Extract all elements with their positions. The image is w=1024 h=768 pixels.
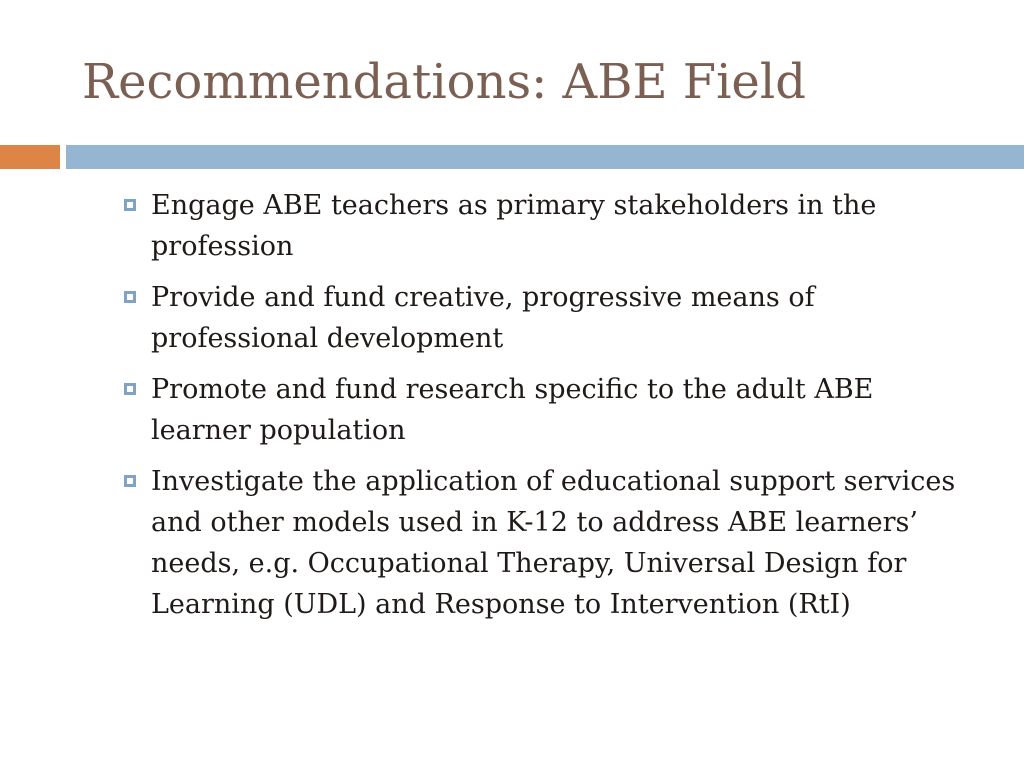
square-bullet-icon <box>124 475 136 487</box>
bullet-text: Engage ABE teachers as primary stakeholders in the profession <box>151 190 877 262</box>
bullet-text: Promote and fund research specific to the adult ABE learner population <box>151 374 874 446</box>
title-rule-bar <box>66 145 1024 169</box>
bullet-text: Investigate the application of educational support services and other models used in K-12 to address ABE learners’ needs, e.g. Occupational Therapy, Universal Design for Learning (UDL) and Response to Intervention (RtI) <box>151 466 956 620</box>
square-bullet-icon <box>124 383 136 395</box>
accent-bar <box>0 145 60 169</box>
bullet-item <box>124 277 964 359</box>
square-bullet-icon <box>124 199 136 211</box>
bullet-text: Provide and fund creative, progressive means of professional development <box>151 282 815 354</box>
square-bullet-icon <box>124 291 136 303</box>
bullet-list <box>124 185 964 635</box>
slide-title: Recommendations: ABE Field <box>82 54 806 110</box>
bullet-item <box>124 369 964 451</box>
bullet-item <box>124 461 964 625</box>
bullet-item <box>124 185 964 267</box>
